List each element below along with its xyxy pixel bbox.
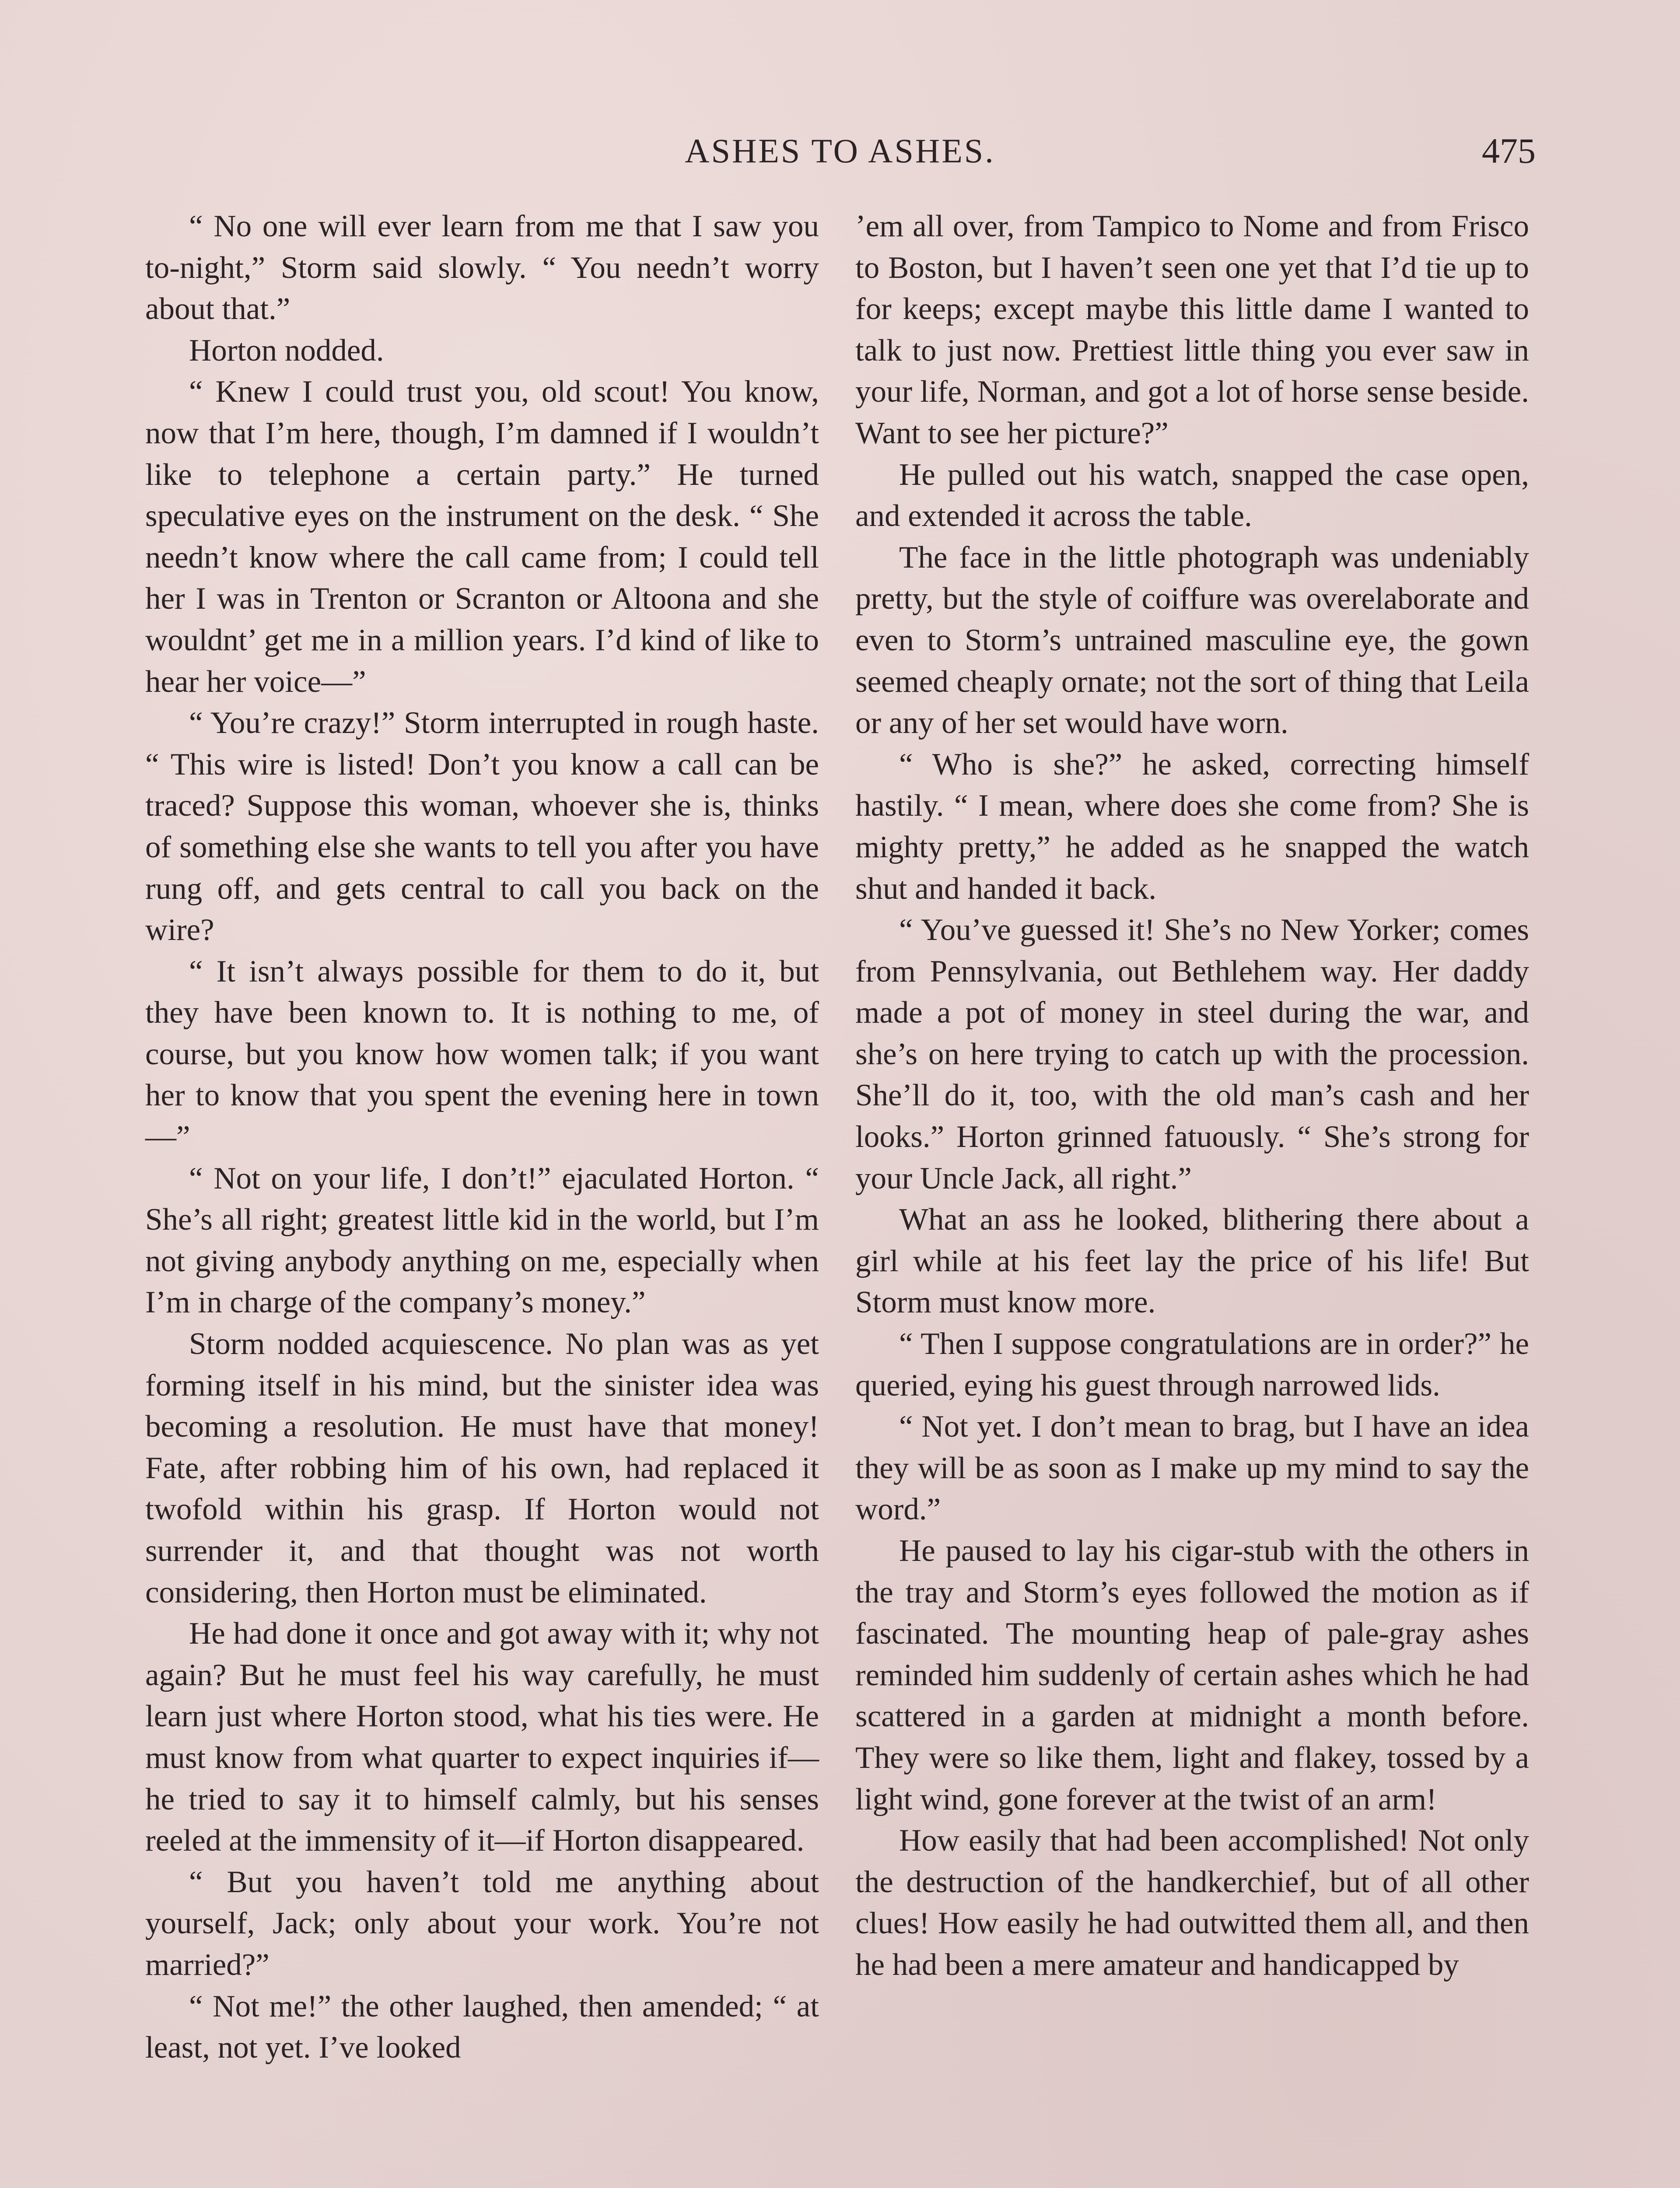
paragraph: “ Knew I could trust you, old scout! You know, now that I’m here, though, I’m damned if I wouldn’t like to telephone a certain party.” He turned speculative eyes on the instrument on the desk. “ She needn’t know where the call came from; I could tell her I was in Trenton or Scranton or Altoona and she wouldnt’ get me in a million years. I’d kind of like to hear her voice—” (145, 375, 819, 699)
paragraph: “ It isn’t always possible for them to do it, but they have been known to. It is nothing to me, of course, but you know how women talk; if you want her to know that you spent the evening here in town—” (145, 954, 819, 1154)
left-column (145, 206, 819, 2069)
paragraph: Horton nodded. (189, 333, 384, 368)
paragraph: Storm nodded acquiescence. No plan was as yet forming itself in his mind, but the sinister idea was becoming a resolution. He must have that money! Fate, after robbing him of his own, had replaced it twofold within his grasp. If Horton would not surrender it, and that thought was not worth considering, then Horton must be eliminated. (145, 1327, 819, 1609)
paragraph: The face in the little photograph was undeniably pretty, but the style of coiffure was overelaborate and even to Storm’s untrained masculine eye, the gown seemed cheaply ornate; not the sort of thing that Leila or any of her set would have worn. (855, 540, 1529, 740)
paragraph: How easily that had been accomplished! Not only the destruction of the handkerchief, but of all other clues! How easily he had outwitted them all, and then he had been a mere amateur and handicapped by (855, 1823, 1529, 1982)
paragraph: “ Not on your life, I don’t!” ejaculated Horton. “ She’s all right; greatest little kid in the world, but I’m not giving anybody anything on me, especially when I’m in charge of the company’s money.” (145, 1161, 819, 1320)
paragraph: “ Not yet. I don’t mean to brag, but I have an idea they will be as soon as I make up my mind to say the word.” (855, 1410, 1529, 1527)
right-column (855, 206, 1529, 1986)
paragraph-continued: ’em all over, from Tampico to Nome and from Frisco to Boston, but I haven’t seen one yet that I’d tie up to for keeps; except maybe this little dame I wanted to talk to just now. Prettiest little thing you ever saw in your life, Norman, and got a lot of horse sense beside. Want to see her picture?” (855, 209, 1529, 450)
paragraph: He had done it once and got away with it; why not again? But he must feel his way carefully, he must learn just where Horton stood, what his ties were. He must know from what quarter to expect inquiries if—he tried to say it to himself calmly, but his senses reeled at the immensity of it—if Horton disappeared. (145, 1616, 819, 1858)
paragraph: “ Then I suppose congratulations are in order?” he queried, eying his guest through narrowed lids. (855, 1327, 1529, 1403)
paragraph: “ You’ve guessed it! She’s no New Yorker; comes from Pennsylvania, out Bethlehem way. Her daddy made a pot of money in steel during the war, and she’s on here trying to catch up with the procession. She’ll do it, too, with the old man’s cash and her looks.” Horton grinned fatuously. “ She’s strong for your Uncle Jack, all right.” (855, 913, 1529, 1196)
paragraph: “ No one will ever learn from me that I saw you to-night,” Storm said slowly. “ You needn’t worry about that.” (145, 209, 819, 326)
paragraph: “ Who is she?” he asked, correcting himself hastily. “ I mean, where does she come from? She is mighty pretty,” he added as he snapped the watch shut and handed it back. (855, 747, 1529, 906)
paragraph: “ Not me!” the other laughed, then amended; “ at least, not yet. I’ve looked (145, 1989, 819, 2065)
paragraph: He paused to lay his cigar-stub with the others in the tray and Storm’s eyes followed the motion as if fascinated. The mounting heap of pale-gray ashes reminded him suddenly of certain ashes which he had scattered in a garden at midnight a month before. They were so like them, light and flakey, tossed by a light wind, gone forever at the twist of an arm! (855, 1534, 1529, 1816)
paragraph: “ But you haven’t told me anything about yourself, Jack; only about your work. You’re not married?” (145, 1865, 819, 1982)
running-title: ASHES TO ASHES. (685, 132, 995, 170)
page-header (144, 127, 1536, 175)
paragraph: What an ass he looked, blithering there about a girl while at his feet lay the price of his life! But Storm must know more. (855, 1203, 1529, 1320)
page-number: 475 (1482, 131, 1536, 171)
paragraph: “ You’re crazy!” Storm interrupted in rough haste. “ This wire is listed! Don’t you know a call can be traced? Suppose this woman, whoever she is, thinks of something else she wants to tell you after you have rung off, and gets central to call you back on the wire? (145, 706, 819, 947)
paragraph: He pulled out his watch, snapped the case open, and extended it across the table. (855, 457, 1529, 533)
